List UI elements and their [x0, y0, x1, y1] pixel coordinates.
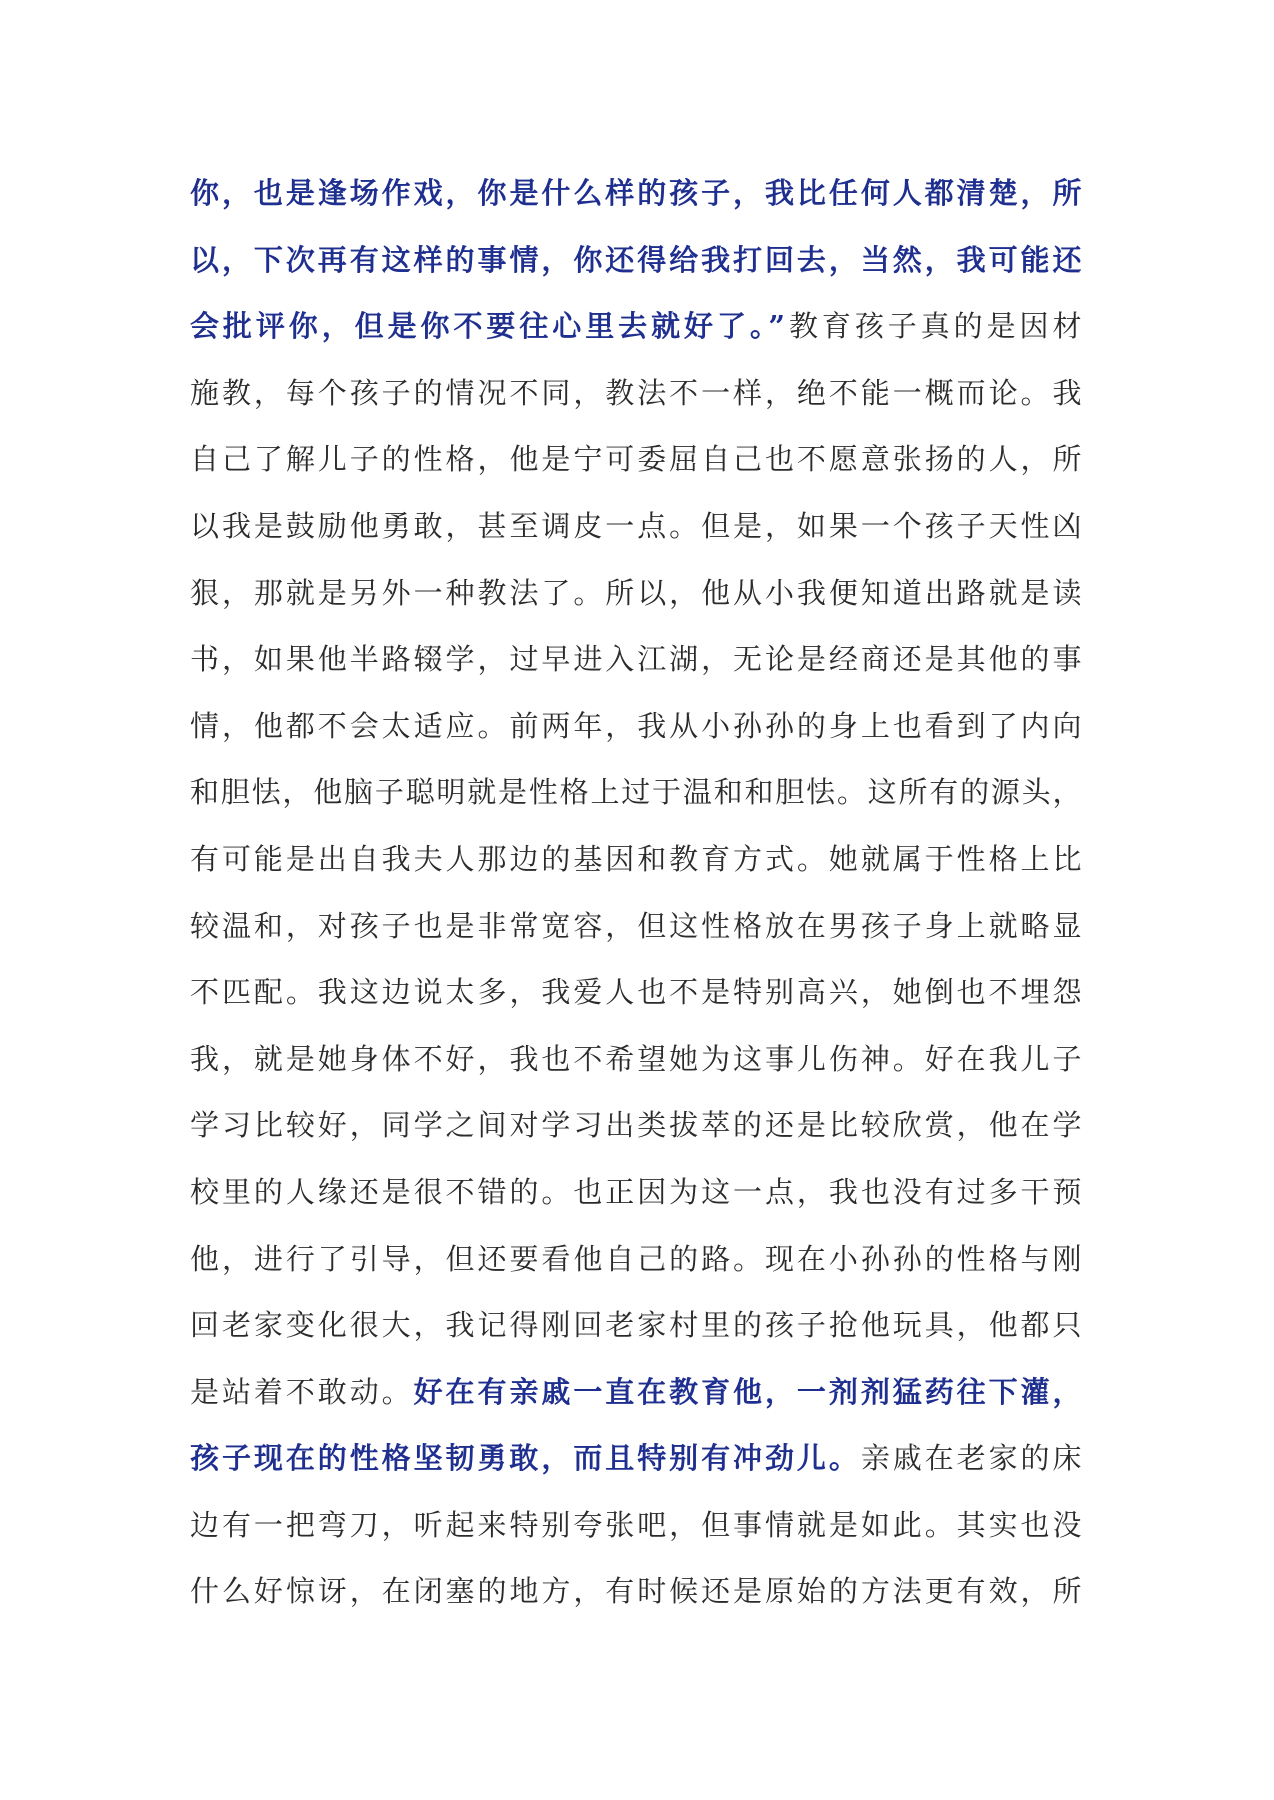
body-text-segment: 不匹配。我这边说太多，我爱人也不是特别高兴，她倒也不埋怨: [190, 975, 1082, 1010]
text-line: [190, 826, 1082, 893]
text-line: [190, 1425, 1082, 1492]
body-text-segment: 和胆怯，他脑子聪明就是性格上过于温和和胆怯。这所有的源头，: [190, 775, 1082, 810]
body-text-segment: 我，就是她身体不好，我也不希望她为这事儿伤神。好在我儿子: [190, 1041, 1082, 1076]
body-text-segment: 校里的人缘还是很不错的。也正因为这一点，我也没有过多干预: [190, 1174, 1082, 1209]
body-text-segment: 教育孩子真的是因材: [785, 309, 1082, 344]
text-line: [190, 360, 1082, 427]
body-text-segment: 有可能是出自我夫人那边的基因和教育方式。她就属于性格上比: [190, 841, 1082, 876]
body-text-segment: 亲戚在老家的床: [860, 1441, 1082, 1476]
text-line: [190, 1359, 1082, 1426]
text-line: [190, 160, 1082, 227]
text-line: [190, 1159, 1082, 1226]
text-line: [190, 1092, 1082, 1159]
body-text-segment: 回老家变化很大，我记得刚回老家村里的孩子抢他玩具，他都只: [190, 1308, 1082, 1343]
text-line: [190, 959, 1082, 1026]
highlighted-text: 你，也是逢场作戏，你是什么样的孩子，我比任何人都清楚，所: [190, 176, 1082, 210]
body-text-segment: 狠，那就是另外一种教法了。所以，他从小我便知道出路就是读: [190, 575, 1082, 610]
text-line: [190, 493, 1082, 560]
highlighted-text: 以，下次再有这样的事情，你还得给我打回去，当然，我可能还: [190, 242, 1082, 277]
text-line: [190, 227, 1082, 294]
body-text-segment: 书，如果他半路辍学，过早进入江湖，无论是经商还是其他的事: [190, 642, 1082, 677]
highlighted-text: 好在有亲戚一直在教育他，一剂剂猛药往下灌，: [413, 1374, 1082, 1409]
text-line: [190, 759, 1082, 826]
text-line: [190, 560, 1082, 627]
body-text: [190, 160, 1082, 1625]
text-line: [190, 893, 1082, 960]
body-text-segment: 学习比较好，同学之间对学习出类拔萃的还是比较欣赏，他在学: [190, 1108, 1082, 1143]
highlighted-text: 会批评你，但是你不要往心里去就好了。”: [190, 309, 786, 344]
text-line: [190, 293, 1082, 360]
body-text-segment: 是站着不敢动。: [190, 1374, 414, 1409]
body-text-segment: 施教，每个孩子的情况不同，教法不一样，绝不能一概而论。我: [190, 375, 1082, 410]
body-text-segment: 自己了解儿子的性格，他是宁可委屈自己也不愿意张扬的人，所: [190, 442, 1082, 477]
text-line: [190, 1026, 1082, 1093]
body-text-segment: 较温和，对孩子也是非常宽容，但这性格放在男孩子身上就略显: [190, 908, 1082, 943]
text-line: [190, 1558, 1082, 1625]
body-text-segment: 以我是鼓励他勇敢，甚至调皮一点。但是，如果一个孩子天性凶: [190, 508, 1082, 543]
text-line: [190, 426, 1082, 493]
text-line: [190, 1292, 1082, 1359]
body-text-segment: 什么好惊讶，在闭塞的地方，有时候还是原始的方法更有效，所: [190, 1574, 1082, 1609]
highlighted-text: 孩子现在的性格坚韧勇敢，而且特别有冲劲儿。: [190, 1441, 861, 1476]
body-text-segment: 情，他都不会太适应。前两年，我从小孙孙的身上也看到了内向: [190, 708, 1082, 743]
body-text-segment: 他，进行了引导，但还要看他自己的路。现在小孙孙的性格与刚: [190, 1241, 1082, 1276]
text-line: [190, 1492, 1082, 1559]
text-line: [190, 693, 1082, 760]
text-line: [190, 626, 1082, 693]
body-text-segment: 边有一把弯刀，听起来特别夸张吧，但事情就是如此。其实也没: [190, 1507, 1082, 1542]
text-line: [190, 1226, 1082, 1293]
